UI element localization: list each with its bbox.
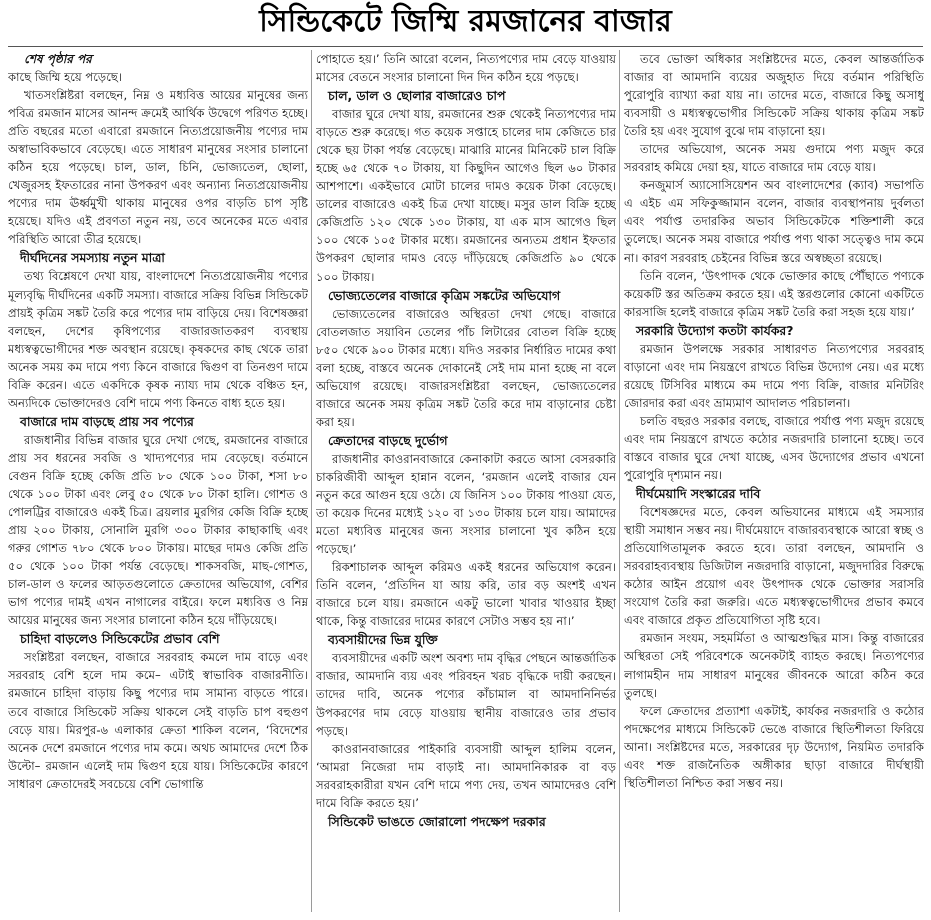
body-paragraph: বিশেষজ্ঞদের মতে, কেবল অভিযানের মাধ্যমে এই সমস্যার স্থায়ী সমাধান সম্ভব নয়। দীর্ঘমেয়াদে বাজারব্যবস্থাকে আরো স্বচ্ছ ও প্রতিযোগিতামূলক করতে হবে। তারা বলছেন, আমদানি ও সরবরাহব্যবস্থায় ডিজিটাল নজরদারি বাড়ানো, মজুদদারির বিরুদ্ধে কঠোর আইন প্রয়োগ এবং উৎপাদক থেকে ভোক্তার সরাসরি সংযোগ তৈরি করা জরুরি। এতে মধ্যস্বত্বভোগীদের প্রভাব কমবে এবং বাজারে প্রকৃত প্রতিযোগিতা সৃষ্টি হবে। bbox=[624, 505, 924, 628]
section-subheading: সিন্ডিকেট ভাঙতে জোরালো পদক্ষেপ দরকার bbox=[328, 813, 546, 829]
continued-from-label: শেষ পৃষ্ঠার পর bbox=[24, 52, 92, 66]
body-paragraph: চলতি বছরও সরকার বলছে, বাজারে পর্যাপ্ত পণ্য মজুদ রয়েছে এবং দাম নিয়ন্ত্রণে রাখতে কঠোর নজরদারি চালানো হচ্ছে। তবে বাস্তবে বাজার ঘুরে দেখা যাচ্ছে, এসব উদ্যোগের প্রভাব এখনো পুরোপুরি দৃশ্যমান নয়। bbox=[624, 413, 924, 483]
body-paragraph: ব্যবসায়ীদের একটি অংশ অবশ্য দাম বৃদ্ধির পেছনে আন্তর্জাতিক বাজার, আমদানি ব্যয় এবং পরিবহন খরচ বৃদ্ধিকে দায়ী করছেন। তাদের দাবি, অনেক পণ্যের কাঁচামাল বা আমদানিনির্ভর উপকরণের দাম বেড়ে যাওয়ায় স্থানীয় বাজারেও তার প্রভাব পড়ছে। bbox=[316, 651, 616, 738]
section-subheading: দীর্ঘমেয়াদি সংস্কারের দাবি bbox=[636, 486, 761, 502]
body-paragraph: রাজধানীর বিভিন্ন বাজার ঘুরে দেখা গেছে, রমজানের বাজারে প্রায় সব ধরনের সবজি ও খাদ্যপণ্যের দাম বেড়েছে। বর্তমানে বেগুন বিক্রি হচ্ছে কেজি প্রতি ৮০ থেকে ১০০ টাকা, শসা ৮০ থেকে ১০০ টাকা এবং লেবু ৫০ থেকে ৮০ টাকা হালি। গোশত ও পোলট্রির বাজারেও একই চিত্র। ব্রয়লার মুরগির কেজি বিক্রি হচ্ছে প্রায় ২০০ টাকায়, সোনালি মুরগি ৩০০ টাকার কাছাকাছি এবং গরুর গোশত ৭৮০ থেকে ৮০০ টাকায়। মাছের দামও কেজি প্রতি ৫০ থেকে ১০০ টাকা পর্যন্ত বেড়েছে। শাকসবজি, মাছ-গোশত, চাল-ডাল ও ফলের আড়তগুলোতে ক্রেতাদের অভিযোগ, বেশির ভাগ পণ্যের দামই এখন নাগালের বাইরে। ফলে মধ্যবিত্ত ও নিম্ন আয়ের মানুষের জন্য সংসার চালানো কঠিন হয়ে দাঁড়িয়েছে। bbox=[8, 432, 308, 628]
body-paragraph: তিনি বলেন, ‘উৎপাদক থেকে ভোক্তার কাছে পৌঁছাতে পণ্যকে কয়েকটি স্তর অতিক্রম করতে হয়। এই স্তরগুলোর কোনো একটিতে কারসাজি হলেই বাজারে কৃত্রিম সঙ্কট তৈরি করা সহজ হয়ে যায়।’ bbox=[624, 268, 924, 319]
body-paragraph: রিকশাচালক আব্দুল করিমও একই ধরনের অভিযোগ করেন। তিনি বলেন, ‘প্রতিদিন যা আয় করি, তার বড় অংশই এখন বাজারে চলে যায়। রমজানে একটু ভালো খাবার খাওয়ার ইচ্ছা থাকে, কিন্তু বাজারের দামের কারণে সেটাও সম্ভব হয় না।’ bbox=[316, 560, 616, 629]
section-subheading: ব্যবসায়ীদের ভিন্ন যুক্তি bbox=[328, 632, 438, 648]
article-headline: সিন্ডিকেটে জিম্মি রমজানের বাজার bbox=[259, 4, 672, 39]
section-subheading: ক্রেতাদের বাড়ছে দুর্ভোগ bbox=[328, 432, 448, 448]
article-column-3 bbox=[624, 50, 924, 916]
body-paragraph: কাছে জিম্মি হয়ে পড়েছে। bbox=[8, 70, 123, 84]
body-paragraph: রমজান উপলক্ষে সরকার সাধারণত নিত্যপণ্যের সরবরাহ বাড়ানো এবং দাম নিয়ন্ত্রণে রাখতে বিভিন্ন উদ্যোগ নেয়। এর মধ্যে রয়েছে টিসিবির মাধ্যমে কম দামে পণ্য বিক্রি, বাজার মনিটরিং জোরদার করা এবং ভ্রাম্যমাণ আদালত পরিচালনা। bbox=[624, 341, 924, 410]
body-paragraph: খাতসংশ্লিষ্টরা বলছেন, নিম্ন ও মধ্যবিত্ত আয়ের মানুষের জন্য পবিত্র রমজান মাসের আনন্দ ক্রমেই আর্থিক উদ্বেগে পরিণত হচ্ছে। প্রতি বছরের মতো এবারো রমজানে নিত্যপ্রয়োজনীয় পণ্যের দাম অস্বাভাবিকভাবে বেড়েছে। এতে সাধারণ মানুষের সংসার চালানো কঠিন হয়ে পড়েছে। চাল, ডাল, চিনি, ভোজ্যতেল, ছোলা, খেজুরসহ ইফতারের নানা উপকরণ এবং অন্যান্য নিত্যপ্রয়োজনীয় পণ্যের দাম ঊর্ধ্বমুখী থাকায় মানুষের ওপর বাড়তি চাপ সৃষ্টি হয়েছে। যদিও এই প্রবণতা নতুন নয়, তবে অনেকের মতে এবার পরিস্থিতি আরো তীব্র হয়েছে। bbox=[8, 88, 308, 247]
body-paragraph: তাদের অভিযোগ, অনেক সময় গুদামে পণ্য মজুদ করে সরবরাহ কমিয়ে দেয়া হয়, যাতে বাজারে দাম বেড়ে যায়। bbox=[624, 142, 924, 175]
body-paragraph: বাজার ঘুরে দেখা যায়, রমজানের শুরু থেকেই নিত্যপণ্যের দাম বাড়তে শুরু করেছে। গত কয়েক সপ্তাহে চালের দাম কেজিতে চার থেকে ছয় টাকা পর্যন্ত বেড়েছে। মাঝারি মানের মিনিকেট চাল বিক্রি হচ্ছে ৬৫ থেকে ৭০ টাকায়, যা কিছুদিন আগেও ছিল ৬০ টাকার আশপাশে। একইভাবে মোটা চালের দামও কয়েক টাকা বেড়েছে। ডালের বাজারেও একই চিত্র দেখা যাচ্ছে। মসুর ডাল বিক্রি হচ্ছে কেজিপ্রতি ১২০ থেকে ১৩০ টাকায়, যা এক মাস আগেও ছিল ১০০ থেকে ১০৫ টাকার মধ্যে। রমজানের অন্যতম প্রধান ইফতার উপকরণ ছোলার দামও বেড়ে দাঁড়িয়েছে কেজিপ্রতি ৯০ থেকে ১০০ টাকায়। bbox=[316, 107, 616, 284]
body-paragraph: ফলে ক্রেতাদের প্রত্যাশা একটাই, কার্যকর নজরদারি ও কঠোর পদক্ষেপের মাধ্যমে সিন্ডিকেট ভেঙে বাজারে স্থিতিশীলতা ফিরিয়ে আনা। সংশ্লিষ্টদের মতে, সরকারের দৃঢ় উদ্যোগ, নিয়মিত তদারকি এবং শক্ত রাজনৈতিক অঙ্গীকার ছাড়া বাজারে দীর্ঘস্থায়ী স্থিতিশীলতা নিশ্চিত করা সম্ভব নয়। bbox=[624, 703, 924, 790]
body-paragraph: কাওরানবাজারের পাইকারি ব্যবসায়ী আব্দুল হালিম বলেন, ‘আমরা নিজেরা দাম বাড়াই না। আমদানিকারক বা বড় সরবরাহকারীরা যখন বেশি দামে পণ্য দেয়, তখন আমাদেরও বেশি দামে বিক্রি করতে হয়।’ bbox=[316, 741, 616, 810]
section-subheading: ভোজ্যতেলের বাজারে কৃত্রিম সঙ্কটের অভিযোগ bbox=[328, 287, 561, 303]
section-subheading: দীর্ঘদিনের সমস্যায় নতুন মাত্রা bbox=[20, 250, 165, 266]
section-subheading: চাল, ডাল ও ছোলার বাজারেও চাপ bbox=[328, 88, 506, 104]
article-column-2 bbox=[316, 50, 616, 916]
body-paragraph: রাজধানীর কাওরানবাজারে কেনাকাটা করতে আসা বেসরকারি চাকরিজীবী আব্দুল হান্নান বলেন, ‘রমজান এলেই বাজার যেন নতুন করে আগুন হয়ে ওঠে। যে জিনিস ১০০ টাকায় পাওয়া যেত, তা কয়েক দিনের মধ্যেই ১২০ বা ১৩০ টাকায় চলে যায়। আমাদের মতো মধ্যবিত্ত মানুষের জন্য সংসার চালানো খুব কঠিন হয়ে পড়েছে।’ bbox=[316, 451, 616, 557]
body-paragraph: রমজান সংযম, সহমর্মিতা ও আত্মশুদ্ধির মাস। কিন্তু বাজারের অস্থিরতা সেই পরিবেশকে অনেকটাই ব্যাহত করছে। নিত্যপণ্যের লাগামহীন দাম সাধারণ মানুষের জীবনকে আরো কঠিন করে তুলছে। bbox=[624, 631, 924, 700]
section-subheading: বাজারে দাম বাড়ছে প্রায় সব পণ্যের bbox=[20, 413, 194, 429]
article-column-1 bbox=[8, 50, 308, 916]
column-divider bbox=[619, 50, 620, 912]
body-paragraph: পোহাতে হয়।’ তিনি আরো বলেন, নিত্যপণ্যের দাম বেড়ে যাওয়ায় মাসের বেতনে সংসার চালানো দিন দিন কঠিন হয়ে পড়ছে। bbox=[316, 52, 616, 85]
section-subheading: চাহিদা বাড়লেও সিন্ডিকেটের প্রভাব বেশি bbox=[20, 631, 220, 647]
body-paragraph: সংশ্লিষ্টরা বলছেন, বাজারে সরবরাহ কমলে দাম বাড়ে এবং সরবরাহ বেশি হলে দাম কমে– এটাই স্বাভাবিক বাজারনীতি। রমজানে চাহিদা বাড়ায় কিছু পণ্যের দাম সামান্য বাড়তে পারে। তবে বাজারে সিন্ডিকেট সক্রিয় থাকলে সেই বাড়তি চাপ বহুগুণ বেড়ে যায়। মিরপুর-৬ এলাকার ক্রেতা শাকিল বলেন, ‘বিদেশের অনেক দেশে রমজানে পণ্যের দাম কমে। অথচ আমাদের দেশে ঠিক উল্টো– রমজান এলেই দাম দ্বিগুণ হয়ে যায়। সিন্ডিকেটের কারণে সাধারণ ক্রেতাদেরই সবচেয়ে বেশি ভোগান্তি bbox=[8, 650, 308, 791]
body-paragraph: কনজুমার্স অ্যাসোসিয়েশন অব বাংলাদেশের (ক্যাব) সভাপতি এ এইচ এম সফিকুজ্জামান বলেন, বাজার ব্যবস্থাপনায় দুর্বলতা এবং পর্যাপ্ত তদারকির অভাব সিন্ডিকেটকে শক্তিশালী করে তুলেছে। অনেক সময় বাজারে পর্যাপ্ত পণ্য থাকা সত্ত্বেও দাম কমে না। কারণ সরবরাহ চেইনের বিভিন্ন স্তরে অস্বচ্ছতা রয়েছে। bbox=[624, 178, 924, 265]
headline-rule bbox=[8, 46, 923, 47]
section-subheading: সরকারি উদ্যোগ কতটা কার্যকর? bbox=[636, 322, 794, 338]
column-divider bbox=[311, 50, 312, 912]
body-paragraph: তবে ভোক্তা অধিকার সংশ্লিষ্টদের মতে, কেবল আন্তর্জাতিক বাজার বা আমদানি ব্যয়ের অজুহাত দিয়ে বর্তমান পরিস্থিতি পুরোপুরি ব্যাখ্যা করা যায় না। তাদের মতে, বাজারে কিছু অসাধু ব্যবসায়ী ও মধ্যস্বত্বভোগীর সিন্ডিকেট সক্রিয় থাকায় কৃত্রিম সঙ্কট তৈরি হয় এবং সুযোগ বুঝে দাম বাড়ানো হয়। bbox=[624, 52, 924, 139]
body-paragraph: তথ্য বিশ্লেষণে দেখা যায়, বাংলাদেশে নিত্যপ্রয়োজনীয় পণ্যের মূল্যবৃদ্ধি দীর্ঘদিনের একটি সমস্যা। বাজারে সক্রিয় বিভিন্ন সিন্ডিকেট প্রায়ই কৃত্রিম সঙ্কট তৈরি করে পণ্যের দাম বাড়িয়ে দেয়। বিশেষজ্ঞরা বলছেন, দেশের কৃষিপণ্যের বাজারজাতকরণ ব্যবস্থায় মধ্যস্বত্বভোগীদের শক্ত অবস্থান রয়েছে। কৃষকদের কাছ থেকে তারা অনেক সময় কম দামে পণ্য কিনে বাজারে দ্বিগুণ বা তিনগুণ দামে বিক্রি করেন। এতে একদিকে কৃষক ন্যায্য দাম থেকে বঞ্চিত হন, অন্যদিকে ভোক্তাদেরও বেশি দামে পণ্য কিনতে বাধ্য হতে হয়। bbox=[8, 269, 308, 410]
body-paragraph: ভোজ্যতেলের বাজারেও অস্থিরতা দেখা গেছে। বাজারে বোতলজাত সয়াবিন তেলের পাঁচ লিটারের বোতল বিক্রি হচ্ছে ৮৫০ থেকে ৯০০ টাকার মধ্যে। যদিও সরকার নির্ধারিত দামের কথা বলা হচ্ছে, বাস্তবে অনেক দোকানেই সেই দাম মানা হচ্ছে না বলে অভিযোগ রয়েছে। বাজারসংশ্লিষ্টরা বলছেন, ভোজ্যতেলের বাজারে অনেক সময় কৃত্রিম সঙ্কট তৈরি করে দাম বাড়ানোর চেষ্টা করা হয়। bbox=[316, 306, 616, 429]
